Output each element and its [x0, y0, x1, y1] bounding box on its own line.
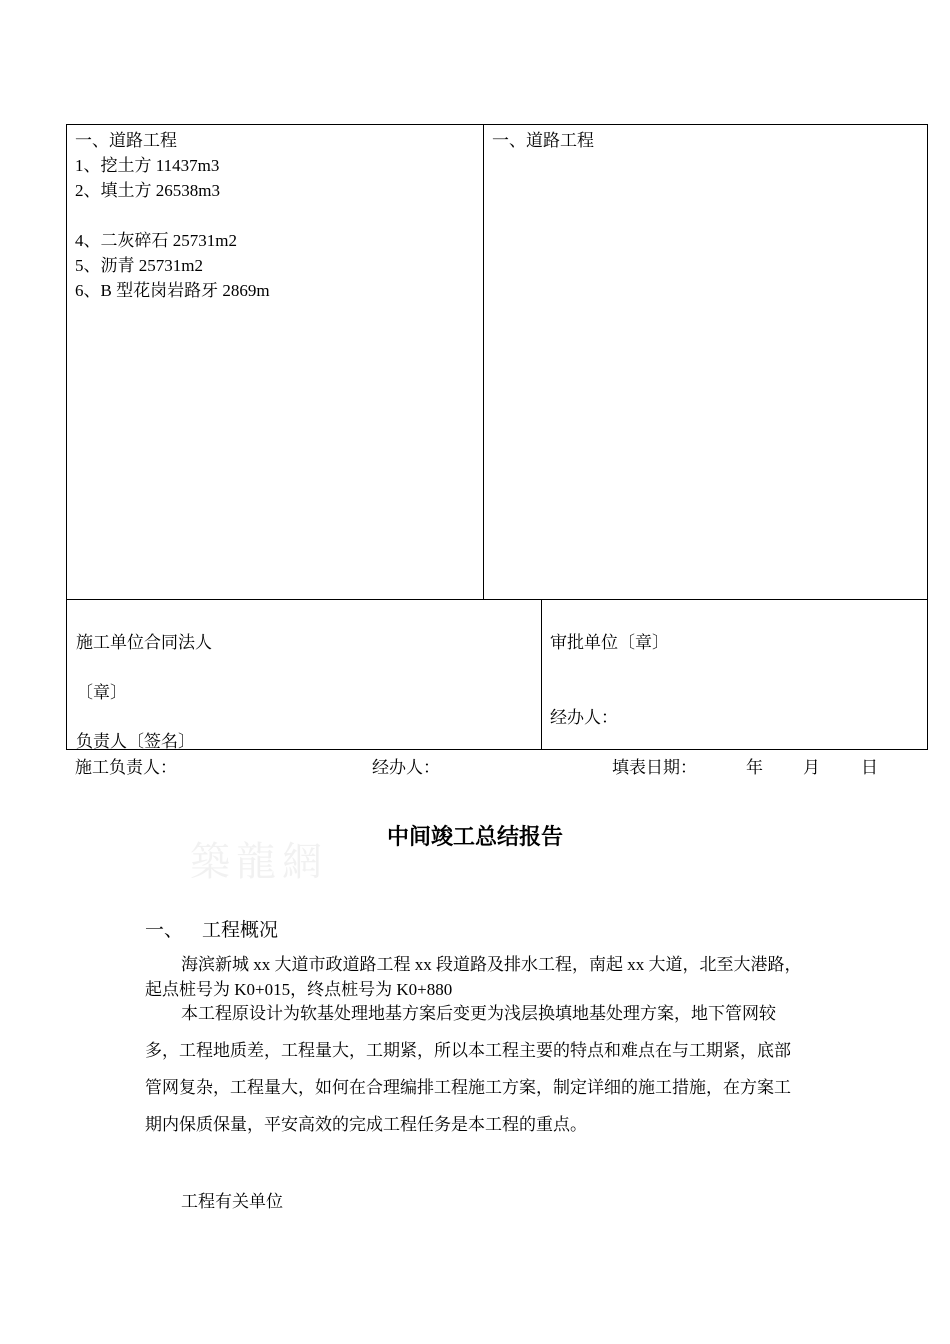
section-number: 一、 [145, 920, 184, 941]
day-label: 日 [861, 758, 878, 777]
left-line: 一、道路工程 [75, 131, 177, 150]
month-label: 月 [803, 758, 820, 777]
design-paragraph: 本工程原设计为软基处理地基方案后变更为浅层换填地基处理方案，地下管网较多，工程地质差，工程量大，工期紧，所以本工程主要的特点和难点在与工期紧，底部管网复杂，工程量大，如何在合理编排工程施工方案，制定详细的施工措施，在方案工期内保质保量，平安高效的完成工程任务是本工程的重点。 [145, 1004, 791, 1134]
approver-handler-label: 经办人： [550, 708, 618, 727]
left-line: 5、沥青 25731m2 [75, 256, 203, 275]
left-line: 6、B 型花岗岩路牙 2869m [75, 281, 270, 300]
left-line: 1、挖土方 11437m3 [75, 156, 220, 175]
left-line: 2、填土方 26538m3 [75, 181, 220, 200]
contractor-legal-rep-label: 施工单位合同法人 [76, 633, 212, 652]
builder-label: 施工负责人： [75, 758, 177, 777]
seal-label: 〔章〕 [76, 683, 127, 702]
watermark-logo: 築龍網 [190, 839, 328, 885]
units-paragraph: 工程有关单位 [181, 1192, 283, 1211]
approval-unit-label: 审批单位〔章〕 [550, 633, 669, 652]
left-line [75, 203, 270, 228]
handler-label: 经办人： [372, 758, 440, 777]
signature-table [66, 600, 928, 750]
signature-label: 负责人〔签名〕 [76, 732, 195, 751]
report-title: 中间竣工总结报告 [386, 824, 563, 849]
right-cell-heading: 一、道路工程 [492, 131, 594, 150]
left-cell [75, 128, 270, 303]
quantity-table [66, 124, 928, 600]
left-line: 4、二灰碎石 25731m2 [75, 231, 237, 250]
section-title: 工程概况 [202, 920, 279, 941]
date-label: 填表日期： [612, 758, 697, 777]
year-label: 年 [746, 758, 763, 777]
overview-paragraph: 海滨新城 xx 大道市政道路工程 xx 段道路及排水工程，南起 xx 大道，北至大港路，起点桩号为 K0+015，终点桩号为 K0+880 [145, 955, 802, 999]
table-divider [541, 600, 542, 749]
table-divider [483, 125, 484, 599]
